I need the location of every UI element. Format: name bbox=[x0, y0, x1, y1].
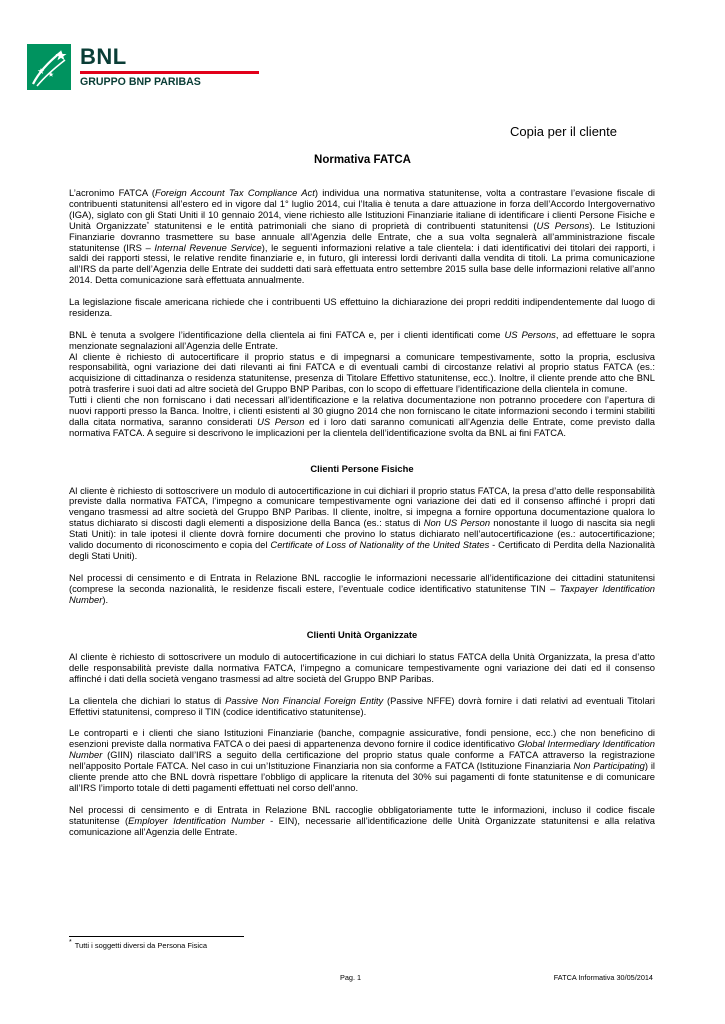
section-heading-persone-fisiche: Clienti Persone Fisiche bbox=[310, 462, 414, 474]
intro-paragraph-3: BNL è tenuta a svolgere l’identificazione della clientela ai fini FATCA e, per i clienti identificati come US Persons, ad effettuare le sopra menzionate segnalazioni all’Agenzia delle Entrate. bbox=[69, 328, 655, 351]
page-title: Normativa FATCA bbox=[314, 154, 411, 166]
bnl-star-logo-icon bbox=[27, 44, 71, 90]
logo-name: BNL bbox=[80, 44, 127, 69]
pf-paragraph-1: Al cliente è richiesto di sottoscrivere un modulo di autocertificazione in cui dichiari il proprio status FATCA, la presa d’atto delle responsabilità previste dalla normativa FATCA, l’impegno a comunicare tempestivamente ogni variazione dei dati ed il consenso affinché i propri dati vengano trasmessi ad altre società del Gruppo BNP Paribas. Il cliente, inoltre, si impegna a fornire opportuna documentazione qualora lo status dichiarato si discosti dagli elementi a disposizione della Banca (es.: status di Non US Person nonostante il luogo di nascita sia negli Stati Uniti): in tale ipotesi il cliente dovrà fornire documenti che provino lo status dichiarato nell’autocertificazione (es.: autocertificazione; valido documento di riconoscimento e copia del Certificate of Loss of Nationality of the United States - Certificato di Perdita della Nazionalità degli Stati Uniti). bbox=[69, 484, 655, 561]
document-reference: FATCA Informativa 30/05/2014 bbox=[553, 973, 653, 982]
footnote: * Tutti i soggetti diversi da Persona Fisica bbox=[69, 939, 208, 950]
logo-subtitle: GRUPPO BNP PARIBAS bbox=[80, 76, 201, 88]
intro-paragraph-5: Tutti i clienti che non forniscano i dati necessari all’identificazione e la relativa documentazione non potranno procedere con l’apertura di nuovi rapporti presso la Banca. Inoltre, i clienti esistenti al 30 giugno 2014 che non forniscano le citate informazioni secondo i termini stabiliti dalla citata normativa, saranno considerati US Person ed i loro dati saranno comunicati all’Agenzia delle Entrate, come previsto dalla normativa FATCA. A seguire si descrivono le implicazioni per la clientela dell’identificazione svolta da BNL ai fini FATCA. bbox=[69, 394, 655, 438]
intro-paragraph-4: Al cliente è richiesto di autocertificare il proprio status e di impegnarsi a comunicare tempestivamente, sotto la propria, esclusiva responsabilità, ogni variazione dei dati rilevanti ai fini FATCA e di eventuali cambi di circostanze relativi al proprio status FATCA (es.: acquisizione di cittadinanza o residenza statunitense, presenza di Titolare Effettivo statunitense, ecc.). Inoltre, il cliente prende atto che BNL potrà trasferire i suoi dati ad altre società del Gruppo BNP Paribas, con lo scopo di effettuare l’identificazione della clientela in comune. bbox=[69, 350, 655, 395]
section-heading-unita-organizzate: Clienti Unità Organizzate bbox=[306, 629, 418, 641]
bnl-logo bbox=[27, 44, 237, 92]
uo-paragraph-2: La clientela che dichiari lo status di Passive Non Financial Foreign Entity (Passive NFFE) dovrà fornire i dati relativi ad eventuali Titolari Effettivi statunitensi, compreso il TIN (codice identificativo statunitense). bbox=[69, 694, 655, 717]
footnote-divider bbox=[69, 936, 244, 937]
uo-paragraph-1: Al cliente è richiesto di sottoscrivere un modulo di autocertificazione in cui dichiari lo status FATCA della Unità Organizzata, la presa d’atto delle responsabilità previste dalla normativa FATCA, l’impegno a comunicare tempestivamente ogni variazione dei dati ed il consenso affinché i dati della società vengano trasmessi ad altre società del Gruppo BNP Paribas. bbox=[69, 651, 655, 684]
pf-paragraph-2: Nel processi di censimento e di Entrata in Relazione BNL raccoglie le informazioni necessarie all’identificazione dei cittadini statunitensi (comprese la seconda nazionalità, le residenze fiscali estere, l’eventuale codice identificativo statunitense TIN – Taxpayer Identification Number). bbox=[69, 571, 656, 605]
intro-paragraph-1: L’acronimo FATCA (Foreign Account Tax Compliance Act) individua una normativa statunitense, volta a contrastare l’evasione fiscale di contribuenti statunitensi all’estero ed in vigore dal 1° luglio 2014, cui l’Italia è tenuta a dare attuazione in forza dell’Accordo Intergovernativo (IGA), siglato con gli Stati Uniti il 10 gennaio 2014, viene richiesto alle Istituzioni Finanziarie italiane di identificare i clienti Persone Fisiche e Unità Organizzate* statunitensi e le entità patrimoniali che siano di proprietà di contribuenti statunitensi (US Persons). Le Istituzioni Finanziarie dovranno trasmettere su base annuale all’Agenzia delle Entrate, che a sua volta segnalerà all’amministrazione fiscale statunitense (IRS – Internal Revenue Service), le seguenti informazioni relative a tale clientela: i dati identificativi dei titolari dei rapporti, i saldi dei rapporti stessi, le relative rendite finanziarie e, in futuro, gli interessi lordi derivanti dalla vendita di titoli. La prima comunicazione all’IRS da parte dell’Agenzia delle Entrate dei suddetti dati sarà effettuata entro settembre 2015 sulla base delle informazioni relative all’anno 2014. Detta comunicazione sarà effettuata annualmente. bbox=[69, 187, 655, 286]
copy-label: Copia per il cliente bbox=[510, 124, 617, 139]
intro-paragraph-2: La legislazione fiscale americana richiede che i contribuenti US effettuino la dichiarazione dei propri redditi indipendentemente dal luogo di residenza. bbox=[69, 296, 655, 318]
page-number: Pag. 1 bbox=[340, 973, 362, 982]
document-body bbox=[69, 188, 655, 848]
uo-paragraph-4: Nel processi di censimento e di Entrata in Relazione BNL raccoglie obbligatoriamente tutte le informazioni, incluso il codice fiscale statunitense (Employer Identification Number - EIN), necessarie all’identificazione delle Unità Organizzate statunitensi e alla relativa comunicazione all’Agenzia delle Entrate. bbox=[69, 803, 655, 837]
logo-red-bar bbox=[80, 71, 259, 74]
uo-paragraph-3: Le controparti e i clienti che siano Istituzioni Finanziarie (banche, compagnie assicurative, fondi pensione, ecc.) che non beneficino di esenzioni previste dalla normativa FATCA o dei paesi di appartenenza devono fornire il codice identificativo Global Intermediary Identification Number (GIIN) rilasciato dall’IRS a seguito della certificazione del proprio status quale conforme a FATCA attraverso la registrazione nell’apposito Portale FATCA. Nel caso in cui un’Istituzione Finanziaria non sia conforme a FATCA (Istituzione Finanziaria Non Participating) il cliente prende atto che BNL dovrà rispettare l’obbligo di applicare la ritenuta del 30% sui pagamenti di fonte statunitense e di comunicare all’IRS l’importo totale di detti pagamenti effettuati nel corso dell’anno. bbox=[69, 727, 655, 793]
footnote-marker: * bbox=[146, 221, 150, 228]
